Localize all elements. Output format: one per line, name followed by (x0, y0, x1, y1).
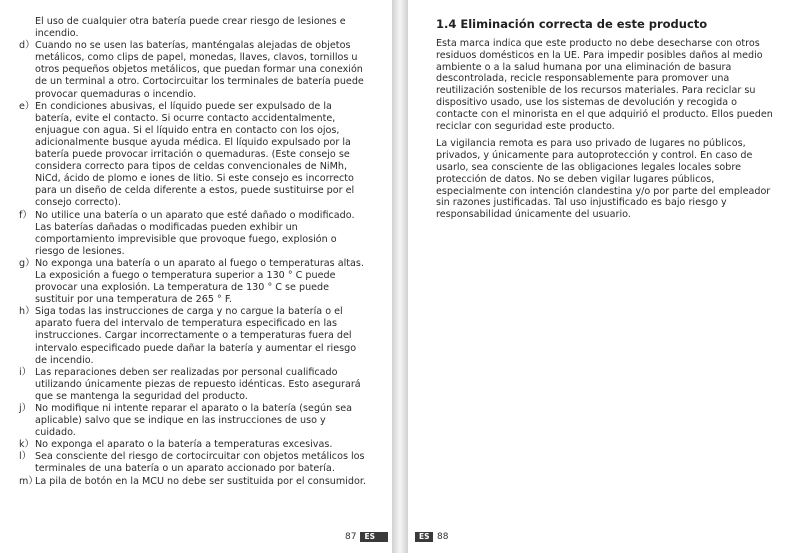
list-item-text: En condiciones abusivas, el líquido puede ser expulsado de la batería, evite el contacto. Si ocurre contacto accidentalmente, enjuague con agua. Si el líquido entra en contacto con los ojos, adicionalmente busque ayuda médica. El líquido expulsado por la batería puede provocar irritación o quemaduras. (Este consejo se considera correcto para tipos de celdas convencionales de NiMh, NiCd, ácido de plomo e iones de litio. Si este consejo es incorrecto para un diseño de celda diferente a estos, puede sustituirse por el consejo correcto). (35, 100, 355, 209)
list-item-d (19, 40, 369, 100)
list-lead-text: El uso de cualquier otra batería puede crear riesgo de lesiones e incendio. (35, 16, 346, 40)
battery-safety-list (19, 16, 369, 488)
list-marker: m） (19, 475, 38, 487)
list-marker: l） (19, 451, 32, 463)
right-page-footer (415, 531, 448, 542)
list-marker: j） (19, 403, 32, 414)
left-page (0, 0, 392, 553)
list-marker: e） (19, 100, 35, 112)
list-item-e (19, 101, 369, 210)
list-item-text: La pila de botón en la MCU no debe ser sustituida por el consumidor. (35, 475, 366, 487)
section-body (436, 38, 776, 227)
section-heading: 1.4 Eliminación correcta de este producto (436, 17, 708, 31)
page-number: 88 (437, 531, 449, 542)
list-marker: g） (19, 257, 35, 269)
list-item-h (19, 306, 369, 366)
language-badge: ES (415, 532, 433, 542)
list-item-l (19, 451, 369, 475)
list-item-j (19, 403, 369, 439)
left-page-footer (345, 531, 388, 542)
list-item-m (19, 476, 369, 488)
list-item-text: No exponga el aparato o la batería a temperaturas excesivas. (35, 439, 333, 451)
list-item-text: Sea consciente del riesgo de cortocircuitar con objetos metálicos los terminales de una batería o un aparato accionado por batería. (35, 451, 365, 475)
paragraph-surveillance: La vigilancia remota es para uso privado de lugares no públicos, privados, y únicamente para autoprotección y control. En caso de usarlo, sea consciente de las obligaciones legales locales sobre protección de datos. No se deben vigilar lugares públicos, especialmente con intención clandestina y/o por parte del empleador sin razones justificadas. Tal uso injustificado es bajo riesgo y responsabilidad únicamente del usuario. (436, 138, 771, 221)
page-number: 87 (345, 531, 357, 542)
list-item-text: Cuando no se usen las baterías, manténgalas alejadas de objetos metálicos, como clips de papel, monedas, llaves, clavos, tornillos u otros pequeños objetos metálicos, que puedan formar una conexión de un terminal a otro. Cortocircuitar los terminales de batería puede provocar quemaduras o incendio. (35, 40, 364, 100)
list-item-text: No modifique ni intente reparar el aparato o la batería (según sea aplicable) salvo que se indique en las instrucciones de uso y cuidado. (35, 403, 353, 439)
list-item-g (19, 258, 369, 306)
list-marker: k） (19, 439, 35, 451)
list-item-text: No exponga una batería o un aparato al fuego o temperaturas altas. La exposición a fuego o temperatura superior a 130 ° C puede provocar una explosión. La temperatura de 130 ° C se puede sustituir por una temperatura de 265 ° F. (35, 257, 364, 306)
list-marker: h） (19, 306, 35, 318)
list-marker: i） (19, 366, 32, 378)
list-item-k (19, 439, 369, 451)
list-item-f (19, 210, 369, 258)
list-marker: d） (19, 40, 35, 52)
list-item-text: Las reparaciones deben ser realizadas por personal cualificado utilizando únicamente piezas de repuesto idénticas. Esto asegurará que se mantenga la seguridad del producto. (35, 366, 361, 402)
list-item-text: No utilice una batería o un aparato que esté dañado o modificado. Las baterías dañadas o modificadas pueden exhibir un comportamiento imprevisible que provoque fuego, explosión o riesgo de lesiones. (35, 209, 355, 257)
list-item-i (19, 367, 369, 403)
list-marker: f） (19, 209, 32, 221)
book-gutter (392, 0, 408, 553)
list-item-text: Siga todas las instrucciones de carga y no cargue la batería o el aparato fuera del intervalo de temperatura especificado en las instrucciones. Cargar incorrectamente o a temperaturas fuera del intervalo especificado puede dañar la batería y aumentar el riesgo de incendio. (35, 306, 357, 366)
paragraph-disposal: Esta marca indica que este producto no debe desecharse con otros residuos domésticos en la UE. Para impedir posibles daños al medio ambiente o a la salud humana por una eliminación de basura descontrolada, recicle responsablemente para promover una reutilización sostenible de los recursos materiales. Para reciclar su dispositivo usado, use los sistemas de devolución y recogida o contacte con el minorista en el que adquirió el producto. Ellos pueden reciclar con seguridad este producto. (436, 38, 773, 132)
language-badge: ES (360, 532, 388, 542)
